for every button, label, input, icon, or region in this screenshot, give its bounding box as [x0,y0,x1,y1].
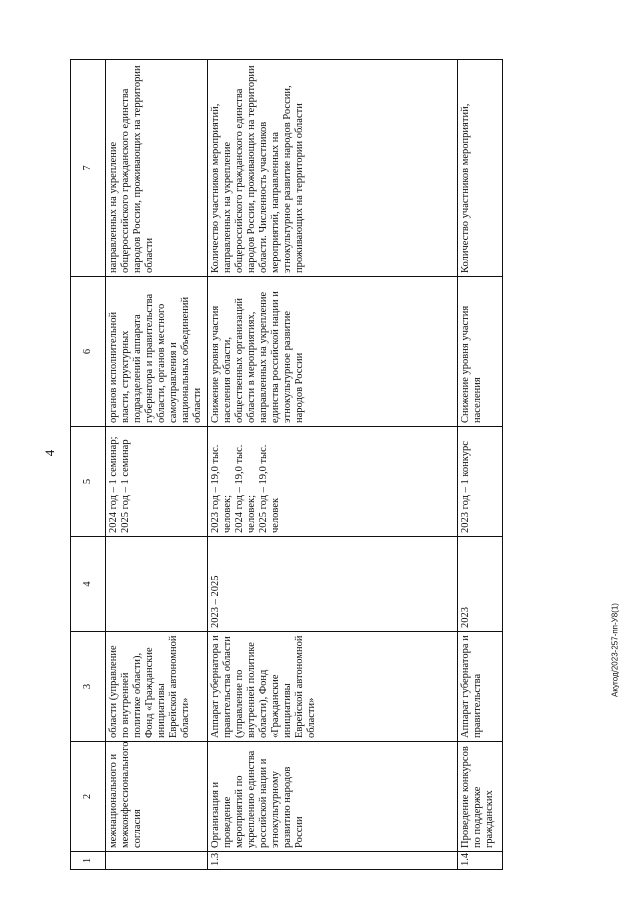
period: 2023 – 2025 [207,537,457,632]
executors: области (управление по внутренней политике области), Фонд «Гражданские инициативы Еврейской автономной области» [106,632,208,742]
row-number: 1.4 [457,852,502,870]
volume: 2023 год – 1 конкурс [457,427,502,537]
volume: 2023 год – 19,0 тыс. человек; 2024 год – 19,0 тыс. человек; 2025 год – 19,0 тыс. человек [207,427,457,537]
header-cell: 7 [71,60,106,277]
table-row [207,60,457,870]
indicator: Количество участников мероприятий, [457,60,502,277]
page-number: 4 [42,449,57,457]
table-row [106,60,208,870]
period: 2023 [457,537,502,632]
header-cell: 3 [71,632,106,742]
executors: Аппарат губернатора и правительства области (управление по внутренней политике области), Фонд «Гражданские инициативы Еврейской автономной области» [207,632,457,742]
volume: 2024 год – 1 семинар; 2025 год – 1 семинар [106,427,208,537]
document-code: Акугод/2023-257-пп-У8(1) [610,603,620,697]
row-number [106,852,208,870]
period [106,537,208,632]
header-cell: 4 [71,537,106,632]
result: Снижение уровня участия населения области, общественных организаций области в мероприятиях, направленных на укрепление единства российской нации и этнокультурное развитие народов России [207,277,457,427]
result: органов исполнительной власти, структурных подразделений аппарата губернатора и правительства области, органов местного самоуправления и национальных объединений области [106,277,208,427]
row-number: 1.3 [207,852,457,870]
event-name: межнационального и межконфессионального согласия [106,742,208,852]
indicator: направленных на укрепление общероссийского гражданского единства народов России, проживающих на территории области [106,60,208,277]
program-events-table [70,59,503,870]
event-name: Проведение конкурсов по поддержке гражданских [457,742,502,852]
event-name: Организация и проведение мероприятий по укреплению единства российской нации и этнокультурному развитию народов России [207,742,457,852]
header-cell: 5 [71,427,106,537]
header-cell: 6 [71,277,106,427]
indicator: Количество участников мероприятий, направленных на укрепление общероссийского гражданского единства народов России, проживающих на территории области. Численность участников мероприятий, направленных на этнокультурное развитие народов России, проживающих на территории области [207,60,457,277]
table-row [457,60,502,870]
header-cell: 1 [71,852,106,870]
executors: Аппарат губернатора и правительства [457,632,502,742]
header-cell: 2 [71,742,106,852]
rotated-table-container [70,60,510,870]
result: Снижение уровня участия населения [457,277,502,427]
table-header-row [71,60,106,870]
